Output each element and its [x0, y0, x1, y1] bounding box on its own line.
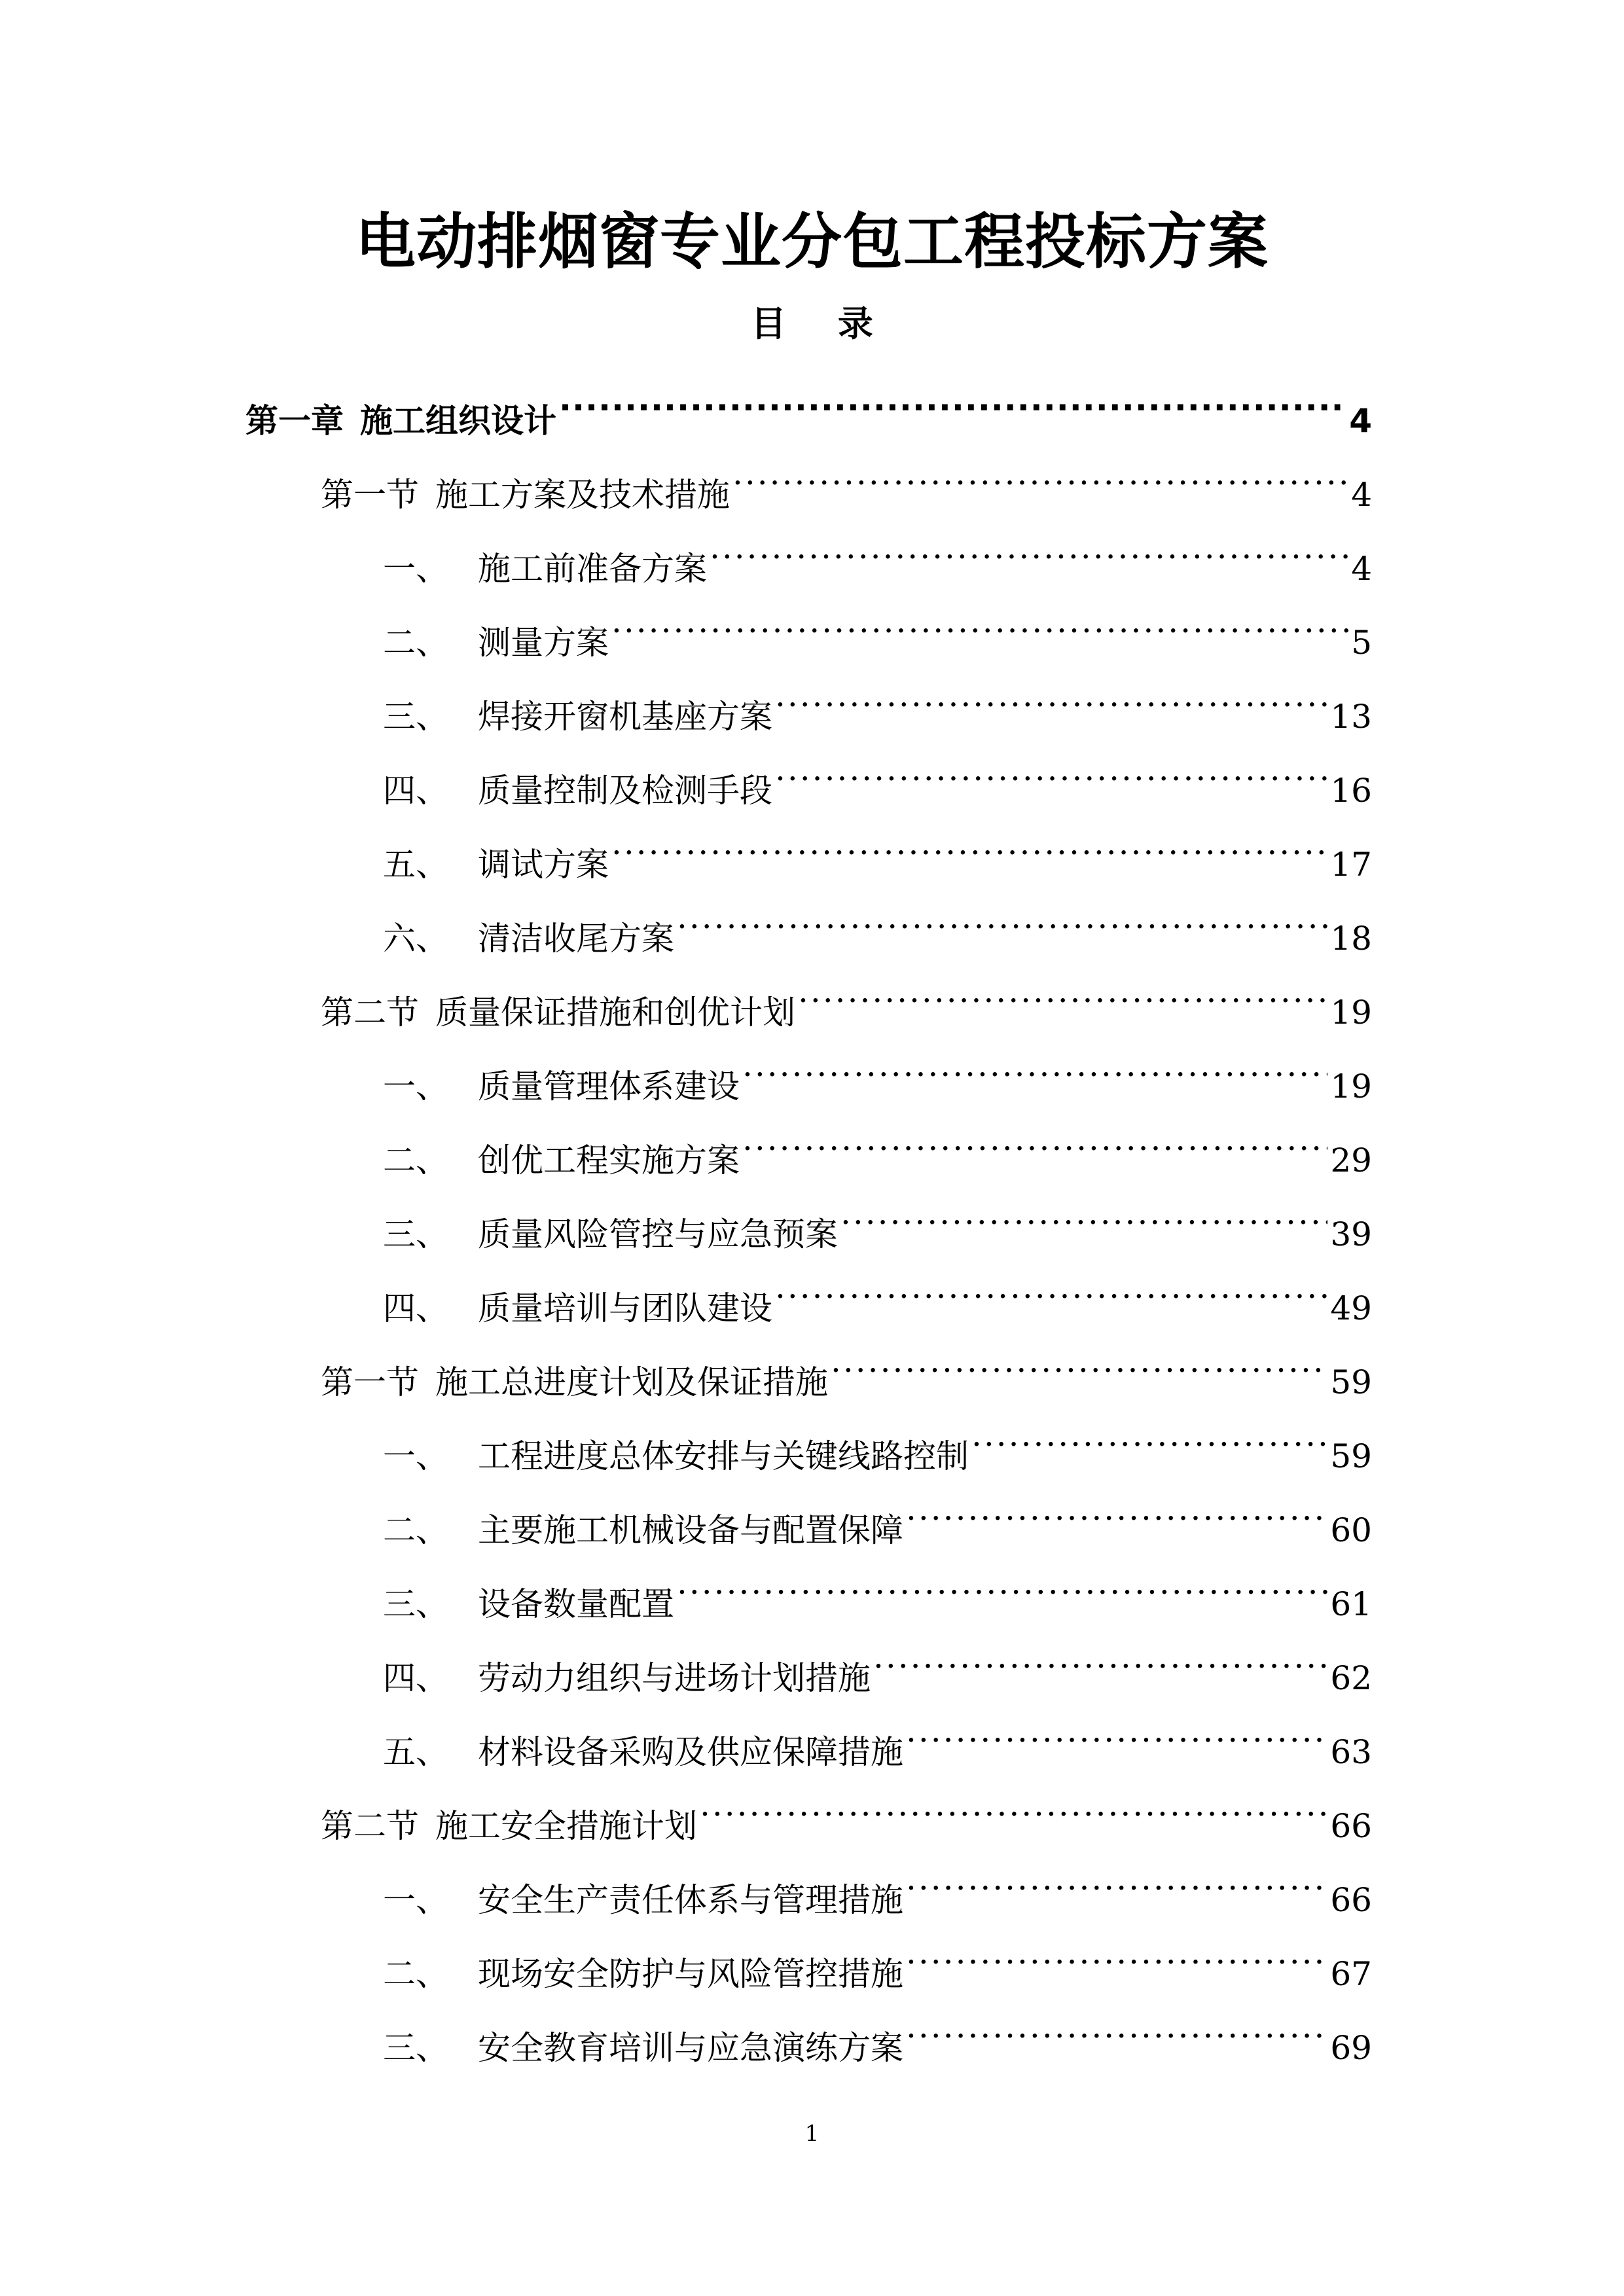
toc-dot-leader [798, 958, 1327, 1024]
toc-entry-item[interactable] [383, 662, 1372, 736]
toc-entry-item[interactable] [383, 810, 1372, 884]
toc-entry-title: 劳动力组织与进场计划措施 [478, 1659, 871, 1697]
toc-entry-number: 三、 [383, 2029, 448, 2067]
toc-entry-title: 测量方案 [478, 624, 609, 662]
toc-entry-page: 29 [1330, 1141, 1372, 1179]
document-title: 电动排烟窗专业分包工程投标方案 [355, 207, 1269, 277]
toc-entry-title: 主要施工机械设备与配置保障 [478, 1511, 903, 1549]
toc-entry-number: 三、 [383, 1585, 448, 1623]
toc-entry-number: 二、 [383, 1955, 448, 1993]
toc-entry-number: 六、 [383, 920, 448, 958]
toc-entry-number: 第二节 [321, 994, 419, 1031]
toc-entry-page: 63 [1330, 1733, 1372, 1771]
toc-entry-page: 59 [1330, 1437, 1372, 1475]
toc-dot-leader [906, 1846, 1327, 1911]
toc-entry-section[interactable] [321, 1772, 1372, 1845]
toc-entry-page: 17 [1330, 846, 1372, 884]
toc-dot-leader [873, 1624, 1327, 1689]
toc-entry-page: 19 [1330, 994, 1372, 1031]
toc-entry-page: 4 [1351, 550, 1372, 588]
toc-entry-title: 施工总进度计划及保证措施 [435, 1363, 828, 1401]
toc-entry-number: 二、 [383, 624, 448, 662]
toc-entry-page: 62 [1330, 1659, 1372, 1697]
toc-entry-section[interactable] [321, 958, 1372, 1031]
toc-entry-number: 三、 [383, 1215, 448, 1253]
toc-entry-page: 18 [1330, 920, 1372, 958]
toc-dot-leader [831, 1328, 1327, 1393]
toc-entry-title: 施工前准备方案 [478, 550, 707, 588]
toc-entry-page: 61 [1330, 1585, 1372, 1623]
toc-entry-number: 二、 [383, 1511, 448, 1549]
toc-entry-title: 质量管理体系建设 [478, 1067, 740, 1105]
toc-entry-item[interactable] [383, 514, 1372, 588]
toc-entry-title: 安全生产责任体系与管理措施 [478, 1881, 903, 1919]
toc-entry-item[interactable] [383, 1846, 1372, 1919]
toc-entry-page: 59 [1330, 1363, 1372, 1401]
toc-entry-item[interactable] [383, 1254, 1372, 1327]
toc-entry-chapter[interactable] [245, 367, 1372, 440]
toc-entry-title: 工程进度总体安排与关键线路控制 [478, 1437, 969, 1475]
toc-entry-number: 五、 [383, 846, 448, 884]
toc-entry-number: 五、 [383, 1733, 448, 1771]
toc-dot-leader [611, 810, 1327, 876]
toc-entry-title: 质量控制及检测手段 [478, 772, 772, 810]
toc-entry-item[interactable] [383, 1032, 1372, 1105]
toc-entry-number: 四、 [383, 1659, 448, 1697]
toc-heading: 目 录 [751, 303, 893, 344]
toc-dot-leader [906, 1920, 1327, 1985]
toc-entry-title: 焊接开窗机基座方案 [478, 698, 772, 736]
toc-entry-title: 施工组织设计 [360, 402, 556, 440]
toc-entry-title: 质量风险管控与应急预案 [478, 1215, 838, 1253]
toc-entry-page: 16 [1330, 772, 1372, 810]
toc-entry-number: 四、 [383, 772, 448, 810]
toc-entry-page: 66 [1330, 1881, 1372, 1919]
toc-entry-page: 49 [1330, 1289, 1372, 1327]
toc-entry-page: 60 [1330, 1511, 1372, 1549]
toc-entry-item[interactable] [383, 1550, 1372, 1623]
toc-entry-item[interactable] [383, 588, 1372, 662]
toc-dot-leader [906, 1994, 1327, 2059]
toc-dot-leader [775, 1254, 1327, 1319]
toc-entry-title: 调试方案 [478, 846, 609, 884]
toc-entry-title: 设备数量配置 [478, 1585, 674, 1623]
toc-entry-item[interactable] [383, 1698, 1372, 1771]
toc-entry-title: 创优工程实施方案 [478, 1141, 740, 1179]
toc-entry-number: 一、 [383, 1437, 448, 1475]
toc-dot-leader [732, 440, 1348, 506]
toc-dot-leader [906, 1698, 1327, 1763]
toc-dot-leader [775, 662, 1327, 728]
toc-entry-page: 19 [1330, 1067, 1372, 1105]
toc-entry-title: 清洁收尾方案 [478, 920, 674, 958]
toc-entry-page: 13 [1330, 698, 1372, 736]
toc-entry-page: 66 [1330, 1807, 1372, 1845]
toc-dot-leader [677, 884, 1327, 950]
toc-entry-page: 69 [1330, 2029, 1372, 2067]
toc-entry-number: 第一节 [321, 1363, 419, 1401]
toc-entry-item[interactable] [383, 1994, 1372, 2067]
toc-entry-page: 5 [1351, 624, 1372, 662]
toc-dot-leader [775, 736, 1327, 802]
toc-entry-page: 4 [1349, 402, 1372, 440]
toc-entry-item[interactable] [383, 884, 1372, 958]
toc-entry-section[interactable] [321, 440, 1372, 514]
toc-entry-title: 安全教育培训与应急演练方案 [478, 2029, 903, 2067]
toc-entry-item[interactable] [383, 1476, 1372, 1549]
toc-dot-leader [677, 1550, 1327, 1615]
toc-entry-number: 第一章 [245, 402, 344, 440]
toc-entry-number: 第一节 [321, 476, 419, 514]
toc-entry-title: 材料设备采购及供应保障措施 [478, 1733, 903, 1771]
toc-entry-item[interactable] [383, 1624, 1372, 1697]
toc-dot-leader [840, 1180, 1327, 1246]
toc-entry-number: 二、 [383, 1141, 448, 1179]
toc-entry-number: 四、 [383, 1289, 448, 1327]
toc-dot-leader [611, 588, 1348, 654]
toc-entry-number: 一、 [383, 1881, 448, 1919]
page-number: 1 [804, 2121, 820, 2147]
toc-entry-item[interactable] [383, 1106, 1372, 1179]
toc-entry-number: 一、 [383, 550, 448, 588]
toc-entry-title: 质量培训与团队建设 [478, 1289, 772, 1327]
toc-entry-item[interactable] [383, 736, 1372, 810]
toc-dot-leader [559, 367, 1346, 432]
toc-dot-leader [971, 1402, 1327, 1467]
toc-entry-number: 第二节 [321, 1807, 419, 1845]
toc-entry-number: 一、 [383, 1067, 448, 1105]
toc-dot-leader [742, 1032, 1327, 1098]
toc-entry-item[interactable] [383, 1402, 1372, 1475]
toc-entry-item[interactable] [383, 1180, 1372, 1253]
toc-dot-leader [710, 514, 1348, 580]
toc-entry-page: 39 [1330, 1215, 1372, 1253]
toc-dot-leader [700, 1772, 1327, 1837]
toc-dot-leader [906, 1476, 1327, 1541]
toc-dot-leader [742, 1106, 1327, 1172]
toc-entry-title: 现场安全防护与风险管控措施 [478, 1955, 903, 1993]
toc-entry-page: 4 [1351, 476, 1372, 514]
toc-entry-number: 三、 [383, 698, 448, 736]
toc-entry-section[interactable] [321, 1328, 1372, 1401]
toc-entry-title: 施工安全措施计划 [435, 1807, 697, 1845]
toc-entry-title: 施工方案及技术措施 [435, 476, 730, 514]
toc-entry-item[interactable] [383, 1920, 1372, 1993]
toc-entry-title: 质量保证措施和创优计划 [435, 994, 795, 1031]
toc-entry-page: 67 [1330, 1955, 1372, 1993]
